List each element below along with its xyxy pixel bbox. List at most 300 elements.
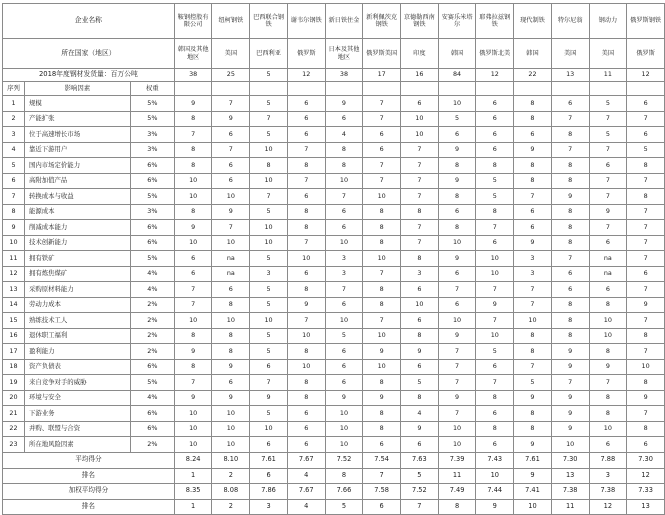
score-cell: 7 [287, 173, 325, 189]
score-cell: 8 [363, 282, 401, 298]
score-cell: 10 [438, 235, 476, 251]
company-country: 巴西利亚 [250, 39, 288, 69]
factor-weight: 6% [130, 359, 174, 375]
score-cell: 9 [212, 390, 250, 406]
summary-value: 8.35 [174, 483, 212, 499]
score-cell: 9 [551, 344, 589, 360]
factor-weight: 6% [130, 220, 174, 236]
score-cell: 10 [174, 189, 212, 205]
score-cell: 9 [438, 390, 476, 406]
score-cell: 9 [551, 359, 589, 375]
company-output: 25 [212, 69, 250, 82]
score-cell: 7 [627, 251, 665, 267]
score-cell: 9 [325, 390, 363, 406]
factor-name: 规模 [24, 96, 130, 112]
score-cell: 10 [212, 406, 250, 422]
factor-number: 12 [3, 266, 25, 282]
score-cell: 7 [476, 375, 514, 391]
score-cell: 5 [250, 96, 288, 112]
score-cell: 8 [514, 344, 552, 360]
score-cell: 3 [514, 251, 552, 267]
score-cell: 5 [476, 189, 514, 205]
score-cell: 7 [363, 158, 401, 174]
score-cell: 7 [325, 189, 363, 205]
score-cell: 9 [589, 359, 627, 375]
factor-name: 转换成本与收益 [24, 189, 130, 205]
seq-header: 序列 [3, 82, 25, 96]
score-cell: 6 [325, 111, 363, 127]
score-cell: 6 [287, 127, 325, 143]
factor-number: 18 [3, 359, 25, 375]
score-cell: 6 [476, 127, 514, 143]
score-cell: 6 [476, 406, 514, 422]
factor-name: 高附加值产品 [24, 173, 130, 189]
score-cell: 7 [438, 359, 476, 375]
score-cell: 6 [212, 173, 250, 189]
factor-number: 17 [3, 344, 25, 360]
score-cell: 7 [363, 173, 401, 189]
summary-value: 7.67 [287, 452, 325, 468]
score-cell: 8 [514, 406, 552, 422]
score-cell: 9 [174, 390, 212, 406]
score-cell: 7 [401, 142, 439, 158]
company-country: 韩国 [514, 39, 552, 69]
score-cell: 8 [514, 328, 552, 344]
factor-row [3, 390, 665, 406]
factor-number: 15 [3, 313, 25, 329]
company-country: 俄罗斯北美 [476, 39, 514, 69]
summary-value: 1 [174, 499, 212, 514]
company-country: 美国 [551, 39, 589, 69]
score-cell: 5 [250, 297, 288, 313]
score-cell: 8 [363, 220, 401, 236]
score-cell: 7 [589, 375, 627, 391]
score-cell: 8 [438, 158, 476, 174]
factor-row [3, 173, 665, 189]
factor-weight: 2% [130, 437, 174, 453]
score-cell: 6 [476, 437, 514, 453]
score-cell: 6 [476, 111, 514, 127]
company-output: 12 [627, 69, 665, 82]
score-cell: 5 [250, 204, 288, 220]
company-output: 38 [325, 69, 363, 82]
score-cell: 10 [212, 421, 250, 437]
company-name: 京德勒西南钢铁 [401, 4, 439, 39]
summary-value: 7.43 [476, 452, 514, 468]
score-cell: 6 [627, 96, 665, 112]
score-cell: 8 [551, 313, 589, 329]
score-cell: 5 [250, 251, 288, 267]
score-cell: 10 [438, 313, 476, 329]
score-cell: 5 [476, 344, 514, 360]
summary-value: 5 [401, 468, 439, 483]
score-cell: 8 [438, 189, 476, 205]
score-cell: 8 [476, 421, 514, 437]
score-cell: 8 [476, 204, 514, 220]
score-cell: 9 [325, 96, 363, 112]
score-cell: 9 [287, 297, 325, 313]
factor-name: 技术创新能力 [24, 235, 130, 251]
steel-company-ranking-table [2, 3, 665, 515]
score-cell: 6 [514, 220, 552, 236]
summary-value: 7.52 [325, 452, 363, 468]
factor-name: 劳动力成本 [24, 297, 130, 313]
score-cell: 8 [174, 142, 212, 158]
score-cell: 7 [212, 142, 250, 158]
summary-value: 7.38 [589, 483, 627, 499]
score-cell: 6 [363, 437, 401, 453]
score-cell: 6 [438, 266, 476, 282]
score-cell: 10 [401, 297, 439, 313]
score-cell: 10 [287, 251, 325, 267]
summary-value: 12 [589, 499, 627, 514]
score-cell: 6 [514, 204, 552, 220]
score-cell: 9 [551, 406, 589, 422]
score-cell: 9 [476, 297, 514, 313]
score-cell: 10 [250, 421, 288, 437]
output-row [3, 69, 665, 82]
score-cell: 6 [401, 437, 439, 453]
score-cell: 7 [363, 266, 401, 282]
score-cell: 7 [363, 96, 401, 112]
score-cell: 10 [476, 328, 514, 344]
score-cell: na [589, 266, 627, 282]
factor-number: 10 [3, 235, 25, 251]
country-row [3, 39, 665, 69]
score-cell: 9 [514, 390, 552, 406]
summary-value: 7.54 [363, 452, 401, 468]
score-cell: 3 [325, 266, 363, 282]
score-cell: 6 [627, 266, 665, 282]
summary-value: 12 [627, 468, 665, 483]
score-cell: 7 [363, 111, 401, 127]
summary-value: 8.24 [174, 452, 212, 468]
score-cell: 6 [589, 437, 627, 453]
score-cell: 10 [174, 421, 212, 437]
score-cell: 8 [212, 297, 250, 313]
score-cell: 3 [401, 266, 439, 282]
score-cell: 6 [438, 297, 476, 313]
score-cell: 10 [363, 189, 401, 205]
company-name: 安赛乐米塔尔 [438, 4, 476, 39]
score-cell: 8 [250, 158, 288, 174]
factor-number: 6 [3, 173, 25, 189]
score-cell: 10 [627, 359, 665, 375]
score-cell: 8 [476, 390, 514, 406]
factor-weight: 2% [130, 344, 174, 360]
score-cell: 7 [250, 189, 288, 205]
score-cell: 9 [363, 390, 401, 406]
factor-row [3, 111, 665, 127]
score-cell: 8 [551, 173, 589, 189]
score-cell: 10 [250, 220, 288, 236]
score-cell: 5 [401, 375, 439, 391]
score-cell: 8 [363, 235, 401, 251]
factor-number: 20 [3, 390, 25, 406]
score-cell: 6 [325, 344, 363, 360]
summary-value: 13 [627, 499, 665, 514]
summary-value: 6 [250, 468, 288, 483]
summary-value: 10 [514, 499, 552, 514]
factor-weight: 5% [130, 251, 174, 267]
score-cell: 10 [325, 437, 363, 453]
score-cell: 6 [287, 111, 325, 127]
score-cell: 4 [325, 127, 363, 143]
summary-value: 6 [363, 499, 401, 514]
factor-header: 影响因素 [24, 82, 130, 96]
score-cell: 7 [212, 96, 250, 112]
score-cell: 8 [627, 328, 665, 344]
summary-value: 8 [325, 468, 363, 483]
score-cell: 10 [325, 235, 363, 251]
summary-row [3, 468, 665, 483]
score-cell: 9 [174, 220, 212, 236]
score-cell: 8 [438, 220, 476, 236]
score-cell: 6 [325, 204, 363, 220]
summary-value: 7.30 [627, 452, 665, 468]
score-cell: 5 [250, 282, 288, 298]
company-name: 特尔尼翁 [551, 4, 589, 39]
factor-row [3, 142, 665, 158]
score-cell: 8 [551, 158, 589, 174]
score-cell: 7 [401, 220, 439, 236]
score-cell: 8 [287, 282, 325, 298]
factor-number: 8 [3, 204, 25, 220]
factor-number: 13 [3, 282, 25, 298]
score-cell: 7 [627, 220, 665, 236]
score-cell: 6 [514, 127, 552, 143]
company-name: 新日铁住金 [325, 4, 363, 39]
company-output: 12 [476, 69, 514, 82]
score-cell: 6 [551, 266, 589, 282]
score-cell: 8 [551, 204, 589, 220]
factor-weight: 6% [130, 421, 174, 437]
score-cell: 3 [514, 266, 552, 282]
score-cell: 10 [325, 313, 363, 329]
summary-label: 加权平均得分 [3, 483, 175, 499]
score-cell: 7 [589, 111, 627, 127]
score-cell: 7 [438, 375, 476, 391]
score-cell: 5 [476, 173, 514, 189]
score-cell: 7 [514, 359, 552, 375]
factor-name: 并购、联盟与合资 [24, 421, 130, 437]
factor-row [3, 375, 665, 391]
score-cell: 10 [476, 266, 514, 282]
score-cell: 6 [551, 282, 589, 298]
score-cell: 7 [438, 344, 476, 360]
company-name-row [3, 4, 665, 39]
score-cell: 6 [401, 313, 439, 329]
score-cell: na [212, 251, 250, 267]
summary-value: 7.44 [476, 483, 514, 499]
score-cell: 8 [287, 390, 325, 406]
summary-value: 7 [401, 499, 439, 514]
score-cell: 6 [589, 158, 627, 174]
summary-value: 2 [212, 499, 250, 514]
score-cell: 10 [250, 313, 288, 329]
summary-value: 7 [363, 468, 401, 483]
factor-row [3, 266, 665, 282]
score-cell: 9 [401, 344, 439, 360]
summary-value: 8.08 [212, 483, 250, 499]
factor-weight: 4% [130, 282, 174, 298]
score-cell: 8 [287, 344, 325, 360]
score-cell: 8 [514, 173, 552, 189]
company-name: 巴西联合钢铁 [250, 4, 288, 39]
factor-weight: 3% [130, 204, 174, 220]
score-cell: 7 [287, 313, 325, 329]
score-cell: 6 [325, 297, 363, 313]
summary-value: 11 [551, 499, 589, 514]
score-cell: 7 [174, 127, 212, 143]
score-cell: 6 [476, 235, 514, 251]
factor-number: 23 [3, 437, 25, 453]
summary-value: 7.30 [551, 452, 589, 468]
factor-name: 环境与安全 [24, 390, 130, 406]
score-cell: 8 [627, 375, 665, 391]
company-output: 16 [401, 69, 439, 82]
company-country: 韩国 [438, 39, 476, 69]
score-cell: 7 [589, 142, 627, 158]
score-cell: 10 [551, 437, 589, 453]
score-cell: 9 [250, 390, 288, 406]
score-cell: 10 [174, 235, 212, 251]
score-cell: 7 [589, 220, 627, 236]
score-cell: 6 [401, 282, 439, 298]
summary-label: 平均得分 [3, 452, 175, 468]
score-cell: 8 [589, 406, 627, 422]
score-cell: 5 [589, 96, 627, 112]
company-output: 22 [514, 69, 552, 82]
score-cell: 10 [476, 251, 514, 267]
factor-weight: 5% [130, 96, 174, 112]
factor-number: 1 [3, 96, 25, 112]
score-cell: 9 [212, 204, 250, 220]
company-output: 12 [287, 69, 325, 82]
summary-label: 排名 [3, 499, 175, 514]
score-cell: 7 [589, 189, 627, 205]
factor-weight: 3% [130, 142, 174, 158]
summary-value: 10 [476, 468, 514, 483]
score-cell: 10 [363, 251, 401, 267]
score-cell: 5 [250, 406, 288, 422]
score-cell: 10 [589, 328, 627, 344]
score-cell: 9 [363, 344, 401, 360]
score-cell: 10 [212, 189, 250, 205]
score-cell: 6 [438, 204, 476, 220]
score-cell: 7 [250, 111, 288, 127]
factor-row [3, 359, 665, 375]
summary-value: 7.39 [438, 452, 476, 468]
score-cell: 6 [174, 266, 212, 282]
score-cell: 7 [514, 189, 552, 205]
summary-value: 7.41 [514, 483, 552, 499]
score-cell: 8 [325, 142, 363, 158]
score-cell: 3 [250, 266, 288, 282]
factor-row [3, 282, 665, 298]
score-cell: 8 [401, 251, 439, 267]
factor-name: 国内市场定价能力 [24, 158, 130, 174]
summary-value: 1 [174, 468, 212, 483]
summary-value: 7.86 [250, 483, 288, 499]
summary-value: 7.61 [250, 452, 288, 468]
score-cell: 8 [514, 158, 552, 174]
factor-name: 位于高速增长市场 [24, 127, 130, 143]
factor-name: 熟练技术工人 [24, 313, 130, 329]
factor-number: 16 [3, 328, 25, 344]
score-cell: 7 [627, 282, 665, 298]
score-cell: 7 [401, 173, 439, 189]
score-cell: 9 [551, 421, 589, 437]
score-cell: 6 [551, 96, 589, 112]
score-cell: 7 [174, 297, 212, 313]
score-cell: 7 [589, 173, 627, 189]
score-cell: 8 [627, 189, 665, 205]
factor-name: 产能扩张 [24, 111, 130, 127]
score-cell: 7 [212, 220, 250, 236]
score-cell: 6 [287, 406, 325, 422]
score-cell: 9 [438, 328, 476, 344]
score-cell: 9 [514, 142, 552, 158]
factor-header-row [3, 82, 665, 96]
company-name: 纽柯钢铁 [212, 4, 250, 39]
factor-name: 削减成本能力 [24, 220, 130, 236]
company-country: 印度 [401, 39, 439, 69]
factor-number: 2 [3, 111, 25, 127]
factor-weight: 5% [130, 375, 174, 391]
score-cell: 7 [627, 313, 665, 329]
score-cell: 10 [514, 313, 552, 329]
score-cell: 7 [551, 111, 589, 127]
score-cell: 8 [627, 158, 665, 174]
factor-row [3, 328, 665, 344]
score-cell: 8 [363, 297, 401, 313]
score-cell: 5 [627, 142, 665, 158]
factor-weight: 4% [130, 390, 174, 406]
factor-weight: 5% [130, 111, 174, 127]
score-cell: 7 [476, 220, 514, 236]
factor-number: 21 [3, 406, 25, 422]
score-cell: 10 [401, 127, 439, 143]
score-cell: 8 [401, 390, 439, 406]
score-cell: 6 [325, 359, 363, 375]
factor-name: 拥有炼焦煤矿 [24, 266, 130, 282]
score-cell: 7 [476, 282, 514, 298]
score-cell: 5 [250, 328, 288, 344]
score-cell: 8 [514, 421, 552, 437]
factor-name: 所在地风险因素 [24, 437, 130, 453]
score-cell: 8 [551, 328, 589, 344]
summary-value: 13 [551, 468, 589, 483]
score-cell: 8 [174, 158, 212, 174]
factor-weight: 2% [130, 328, 174, 344]
score-cell: 10 [212, 313, 250, 329]
factor-name: 资产负债表 [24, 359, 130, 375]
company-name: 俄罗斯钢铁 [627, 4, 665, 39]
score-cell: 5 [325, 328, 363, 344]
score-cell: 10 [325, 406, 363, 422]
score-cell: 8 [363, 204, 401, 220]
summary-value: 7.49 [438, 483, 476, 499]
score-cell: 8 [174, 204, 212, 220]
score-cell: 7 [250, 375, 288, 391]
score-cell: 8 [589, 390, 627, 406]
score-cell: 6 [476, 96, 514, 112]
summary-value: 7.58 [363, 483, 401, 499]
score-cell: 8 [551, 127, 589, 143]
score-cell: 7 [438, 406, 476, 422]
factor-row [3, 406, 665, 422]
